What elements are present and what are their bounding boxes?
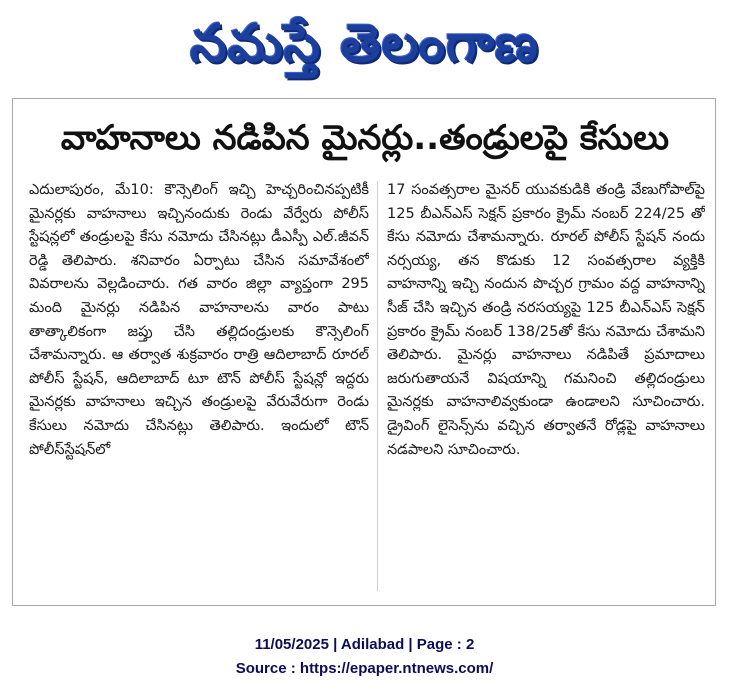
edition-info: 11/05/2025 | Adilabad | Page : 2 bbox=[254, 636, 475, 653]
column-divider bbox=[377, 181, 378, 591]
source-info: Source : https://epaper.ntnews.com/ bbox=[235, 660, 494, 677]
article-column-right: 17 సంవత్సరాల మైనర్ యువకుడికి తండ్రి వేణుగోపాల్‌పై 125 బీఎన్ఎస్ సెక్షన్ ప్రకారం క్రైమ్ నంబర్ 224/25 తో కేసు నమోదు చేశామన్నారు. రూరల్ పోలీస్ స్టేషన్ నందు నర్సయ్య, తన కొడుకు 12 సంవత్సరాల వ్యక్తికి వాహనాన్ని ఇచ్చి నందున పొచ్చర గ్రామం వద్ద వాహనాన్ని సీజ్ చేసి ఇచ్చిన తండ్రి నరసయ్యపై 125 బీఎన్ఎస్ సెక్షన్ ప్రకారం క్రైమ్ నంబర్ 138/25తో కేసు నమోదు చేశామని తెలిపారు. మైనర్లు వాహనాలు నడిపితే ప్రమాదాలు జరుగుతాయనే విషయాన్ని గమనించి తల్లిదండ్రులు మైనర్లకు వాహనాలివ్వకుండా ఉండాలని సూచించారు. డ్రైవింగ్ లైసెన్స్‌ను వచ్చిన తర్వాతనే రోడ్లపై వాహనాలు నడపాలని సూచించారు. bbox=[387, 182, 705, 458]
article-column-left: ఎదులాపురం, మే10: కౌన్సెలింగ్ ఇచ్చి హెచ్చరించినప్పటికీ మైనర్లకు వాహనాలు ఇచ్చినందుకు రెండు వేర్వేరు పోలీస్ స్టేషన్లలో తండ్రులపై కేసు నమోదు చేసినట్లు డీఎస్పీ ఎల్.జీవన్ రెడ్డి తెలిపారు. శనివారం ఏర్పాటు చేసిన సమావేశంలో వివరాలను వెల్లడించారు. గత వారం జిల్లా వ్యాప్తంగా 295 మంది మైనర్లు నడిపిన వాహనాలను వారం పాటు తాత్కాలికంగా జప్తు చేసి తల్లిదండ్రులకు కౌన్సెలింగ్ చేశామన్నారు. ఆ తర్వాత శుక్రవారం రాత్రి ఆదిలాబాద్ రూరల్ పోలీస్ స్టేషన్, ఆదిలాబాద్ టూ టౌన్ పోలీస్ స్టేషన్లో ఇద్దరు మైనర్లకు వాహనాలు ఇచ్చిన తండ్రులపై వేరువేరుగా రెండు కేసులు నమోదు చేసినట్లు తెలిపారు. ఇందులో టౌన్ పోలీస్‌స్టేషన్‌లో bbox=[29, 182, 369, 458]
newspaper-logo: నమస్తే తెలంగాణ bbox=[190, 14, 539, 74]
article-headline: వాహనాలు నడిపిన మైనర్లు..తండ్రులపై కేసులు bbox=[60, 118, 670, 158]
masthead bbox=[0, 4, 729, 88]
article-clipping bbox=[12, 98, 716, 606]
